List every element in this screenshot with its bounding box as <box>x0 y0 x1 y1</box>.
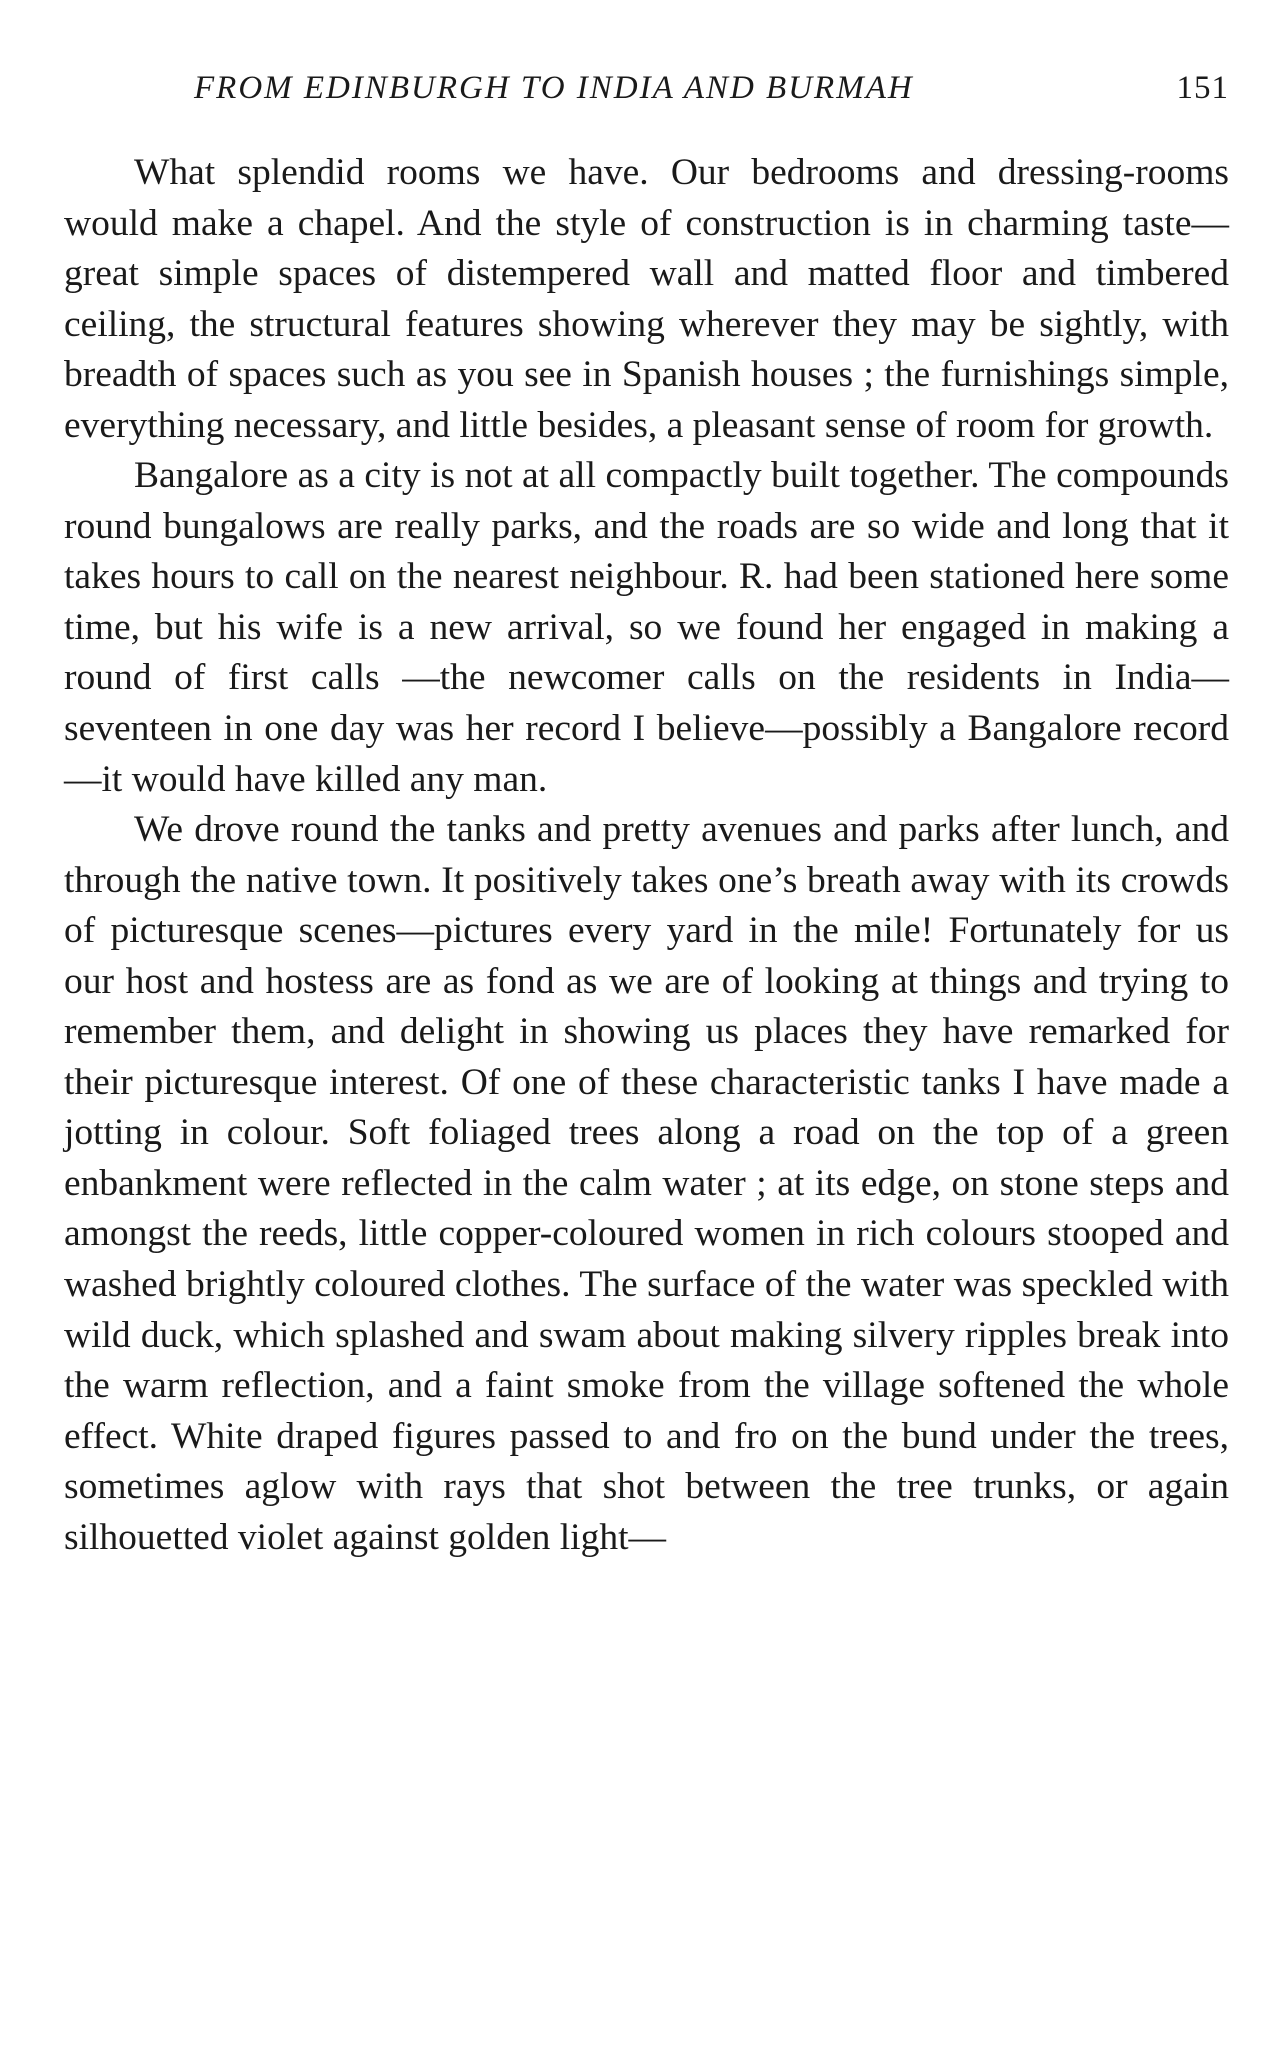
running-head <box>64 70 1229 114</box>
paragraph-drive: We drove round the tanks and pretty avenues and parks after lunch, and through the native town. It positively takes one’s breath away with its crowds of picturesque scenes—pictures every yard in the mile! Fortunately for us our host and hostess are as fond as we are of looking at things and trying to remember them, and delight in showing us places they have remarked for their picturesque interest. Of one of these characteristic tanks I have made a jotting in colour. Soft foliaged trees along a road on the top of a green enbankment were reflected in the calm water ; at its edge, on stone steps and amongst the reeds, little copper-coloured women in rich colours stooped and washed brightly coloured clothes. The surface of the water was speckled with wild duck, which splashed and swam about making silvery ripples break into the warm reflection, and a faint smoke from the village softened the whole effect. White draped figures passed to and fro on the bund under the trees, sometimes aglow with rays that shot between the tree trunks, or again silhouetted violet against golden light— <box>64 809 1229 1558</box>
running-title: FROM EDINBURGH TO INDIA AND BURMAH <box>194 70 914 106</box>
body-text <box>64 148 1229 1563</box>
book-page <box>64 70 1229 1563</box>
paragraph-rooms: What splendid rooms we have. Our bedrooms and dressing-rooms would make a chapel. And the style of construction is in charming taste—great simple spaces of distempered wall and matted floor and timbered ceiling, the structural features showing wherever they may be sightly, with breadth of spaces such as you see in Spanish houses ; the furnishings simple, everything necessary, and little besides, a pleasant sense of room for growth. <box>64 152 1229 446</box>
paragraph-bangalore: Bangalore as a city is not at all compactly built together. The compounds round bungalows are really parks, and the roads are so wide and long that it takes hours to call on the nearest neighbour. R. had been stationed here some time, but his wife is a new arrival, so we found her engaged in making a round of first calls —the newcomer calls on the residents in India—seventeen in one day was her record I believe—possibly a Bangalore record—it would have killed any man. <box>64 455 1229 800</box>
page-number: 151 <box>1176 70 1229 106</box>
